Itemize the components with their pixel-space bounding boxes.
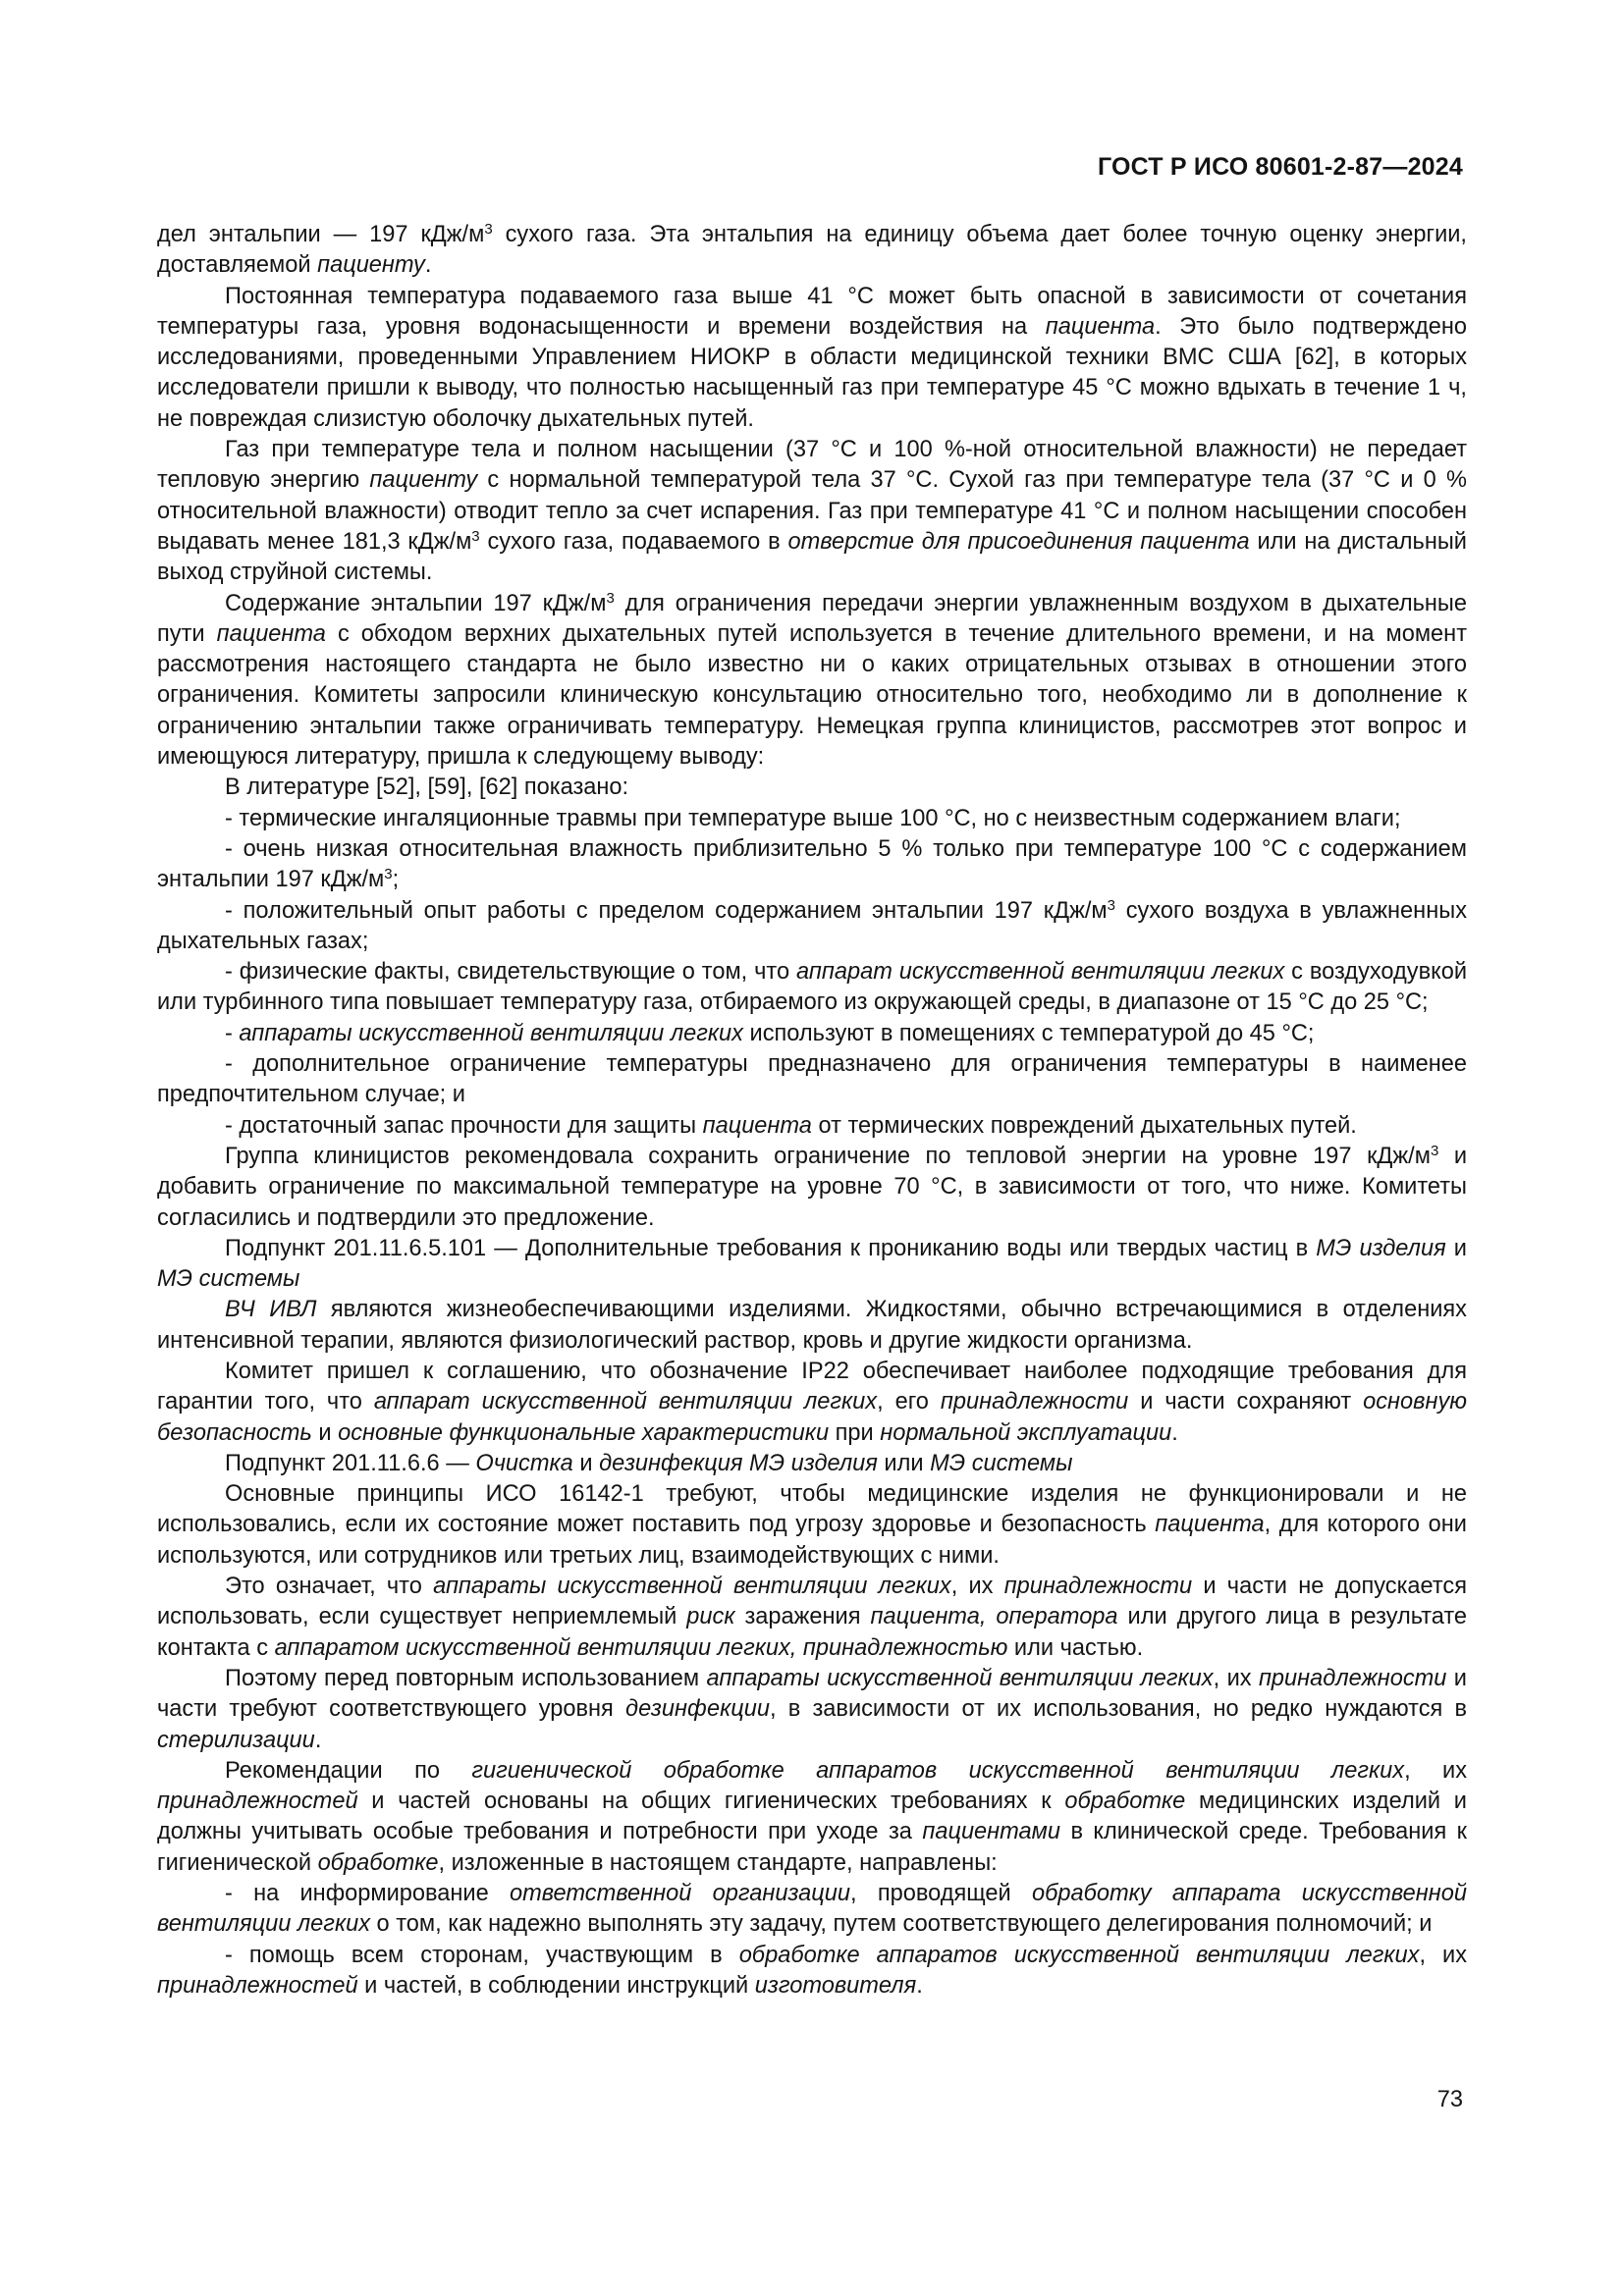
paragraph (157, 282, 1467, 435)
italic-term: пациенту (317, 252, 425, 279)
italic-term: МЭ изделия (1316, 1235, 1446, 1261)
text-run: и добавить ограничение по максимальной температуре на уровне 70 °С, в зависимости от того, что ниже. Комитеты согласились и подтвердили это предложение. (157, 1143, 1467, 1231)
italic-term: аппараты искусственной вентиляции легких (433, 1574, 951, 1600)
italic-term: ВЧ ИВЛ (225, 1297, 317, 1323)
italic-term: МЭ системы (157, 1266, 300, 1293)
text-run: . (424, 252, 432, 279)
text-run: Основные принципы ИСО 16142-1 требуют, чтобы медицинские изделия не функционировали и не использовались, если их состояние может поставить под угрозу здоровье и безопасность (157, 1481, 1467, 1538)
text-run: , в зависимости от их использования, но редко нуждаются в (769, 1696, 1468, 1723)
text-run: , проводящей (850, 1881, 1032, 1907)
italic-term: основную безопасность (157, 1389, 1468, 1446)
paragraph (157, 1049, 1467, 1111)
text-run: от термических повреждений дыхательных путей. (811, 1112, 1357, 1139)
text-run: с нормальной температурой тела 37 °С. Сухой газ при температуре тела (37 °С и 0 % относительной влажности) отводит тепло за счет испарения. Газ при температуре 41 °С и полном насыщении способен выдавать менее 181,3 кДж/м (157, 467, 1467, 555)
superscript: 3 (1430, 1142, 1439, 1159)
paragraph (157, 435, 1467, 588)
text-run: Содержание энтальпии 197 кДж/м (225, 590, 607, 616)
superscript: 3 (471, 527, 480, 545)
text-run: - помощь всем сторонам, участвующим в (225, 1942, 739, 1968)
italic-term: пациенту (369, 467, 478, 494)
text-run: и (572, 1450, 600, 1476)
text-run: - физические факты, свидетельствующие о том, что (225, 959, 796, 986)
paragraph (157, 804, 1467, 834)
text-run: или (877, 1450, 931, 1476)
italic-term: обработке аппаратов искусственной вентиляции легких (738, 1942, 1420, 1968)
text-run: Газ при температуре тела и полном насыщении (37 °С и 100 %-ной относительной влажности) не передает тепловую энергию (157, 437, 1467, 494)
text-run: Подпункт 201.11.6.5.101 — Дополнительные требования к прониканию воды или твердых частиц в (225, 1235, 1317, 1261)
paragraph (157, 1142, 1467, 1234)
italic-term: принадлежностей (157, 1972, 358, 1999)
paragraph (157, 1941, 1467, 2002)
paragraph (157, 1111, 1467, 1142)
text-run: при (829, 1419, 881, 1446)
italic-term: пациента (1045, 313, 1156, 340)
text-run: и частей основаны на общих гигиенических требованиях к (357, 1789, 1065, 1815)
text-run: сухого газа, подаваемого в (479, 528, 788, 555)
italic-term: принадлежности (1258, 1665, 1447, 1691)
text-run: , их (1419, 1942, 1467, 1968)
text-run: или частью. (1007, 1634, 1144, 1661)
superscript: 3 (606, 589, 615, 607)
italic-term: аппаратом искусственной вентиляции легких, принадлежностью (274, 1634, 1008, 1661)
text-run: , для которого они используются, или сотрудников или третьих лиц, взаимодействующих с ними. (157, 1512, 1467, 1569)
paragraph (157, 1295, 1467, 1357)
italic-term: ответственной организации (509, 1881, 851, 1907)
text-run: . (314, 1727, 322, 1753)
text-run: . (1171, 1419, 1178, 1446)
text-run: - на информирование (225, 1881, 510, 1907)
text-run: - очень низкая относительная влажность приблизительно 5 % только при температуре 100 °С с содержанием энтальпии 197 кДж/м (157, 835, 1467, 893)
paragraph (157, 1234, 1467, 1296)
paragraph (157, 589, 1467, 774)
text-run: . Это было подтверждено исследованиями, проведенными Управлением НИОКР в области медицинской техники ВМС США [62], в которых исследователи пришли к выводу, что полностью насыщенный газ при температуре 45 °С можно вдыхать в течение 1 ч, не повреждая слизистую оболочку дыхательных путей. (157, 313, 1468, 432)
text-run: - (225, 1020, 240, 1046)
italic-term: изготовителя (754, 1972, 917, 1999)
italic-term: дезинфекция МЭ изделия (599, 1450, 878, 1476)
paragraph (157, 1664, 1467, 1756)
page-number: 73 (1436, 2087, 1463, 2112)
text-run: - дополнительное ограничение температуры предназначено для ограничения температуры в наименее предпочтительном случае; и (157, 1051, 1467, 1108)
superscript: 3 (1107, 896, 1115, 914)
text-run: Группа клиницистов рекомендовала сохранить ограничение по тепловой энергии на уровне 197 кДж/м (225, 1143, 1431, 1169)
text-run: для ограничения передачи энергии увлажненным воздухом в дыхательные пути (157, 590, 1467, 647)
paragraph (157, 1019, 1467, 1049)
italic-term: принадлежностей (157, 1789, 358, 1815)
text-run: Комитет пришел к соглашению, что обозначение IP22 обеспечивает наиболее подходящие требования для гарантии того, что (157, 1358, 1467, 1415)
italic-term: нормальной эксплуатации (880, 1419, 1172, 1446)
italic-term: принадлежности (940, 1389, 1129, 1415)
italic-term: аппараты искусственной вентиляции легких (706, 1665, 1214, 1691)
text-run: ; (392, 867, 400, 893)
italic-term: аппараты искусственной вентиляции легких (239, 1020, 743, 1046)
text-run: , их (1213, 1665, 1259, 1691)
paragraph (157, 957, 1467, 1019)
text-run: - термические ингаляционные травмы при температуре выше 100 °С, но с неизвестным содержанием влаги; (225, 805, 1401, 831)
text-run: , их (950, 1574, 1004, 1600)
paragraph (157, 1879, 1467, 1941)
paragraph (157, 1449, 1467, 1479)
text-run: и части сохраняют (1128, 1389, 1364, 1415)
italic-term: пациентами (922, 1819, 1060, 1845)
text-run: Подпункт 201.11.6.6 — (225, 1450, 476, 1476)
italic-term: гигиенической обработке аппаратов искусственной вентиляции легких (471, 1757, 1405, 1784)
paragraph (157, 1572, 1467, 1664)
text-run: медицинских изделий и должны учитывать особые требования и потребности при уходе за (157, 1789, 1467, 1845)
text-run: Поэтому перед повторным использованием (225, 1665, 707, 1691)
text-run: Рекомендации по (225, 1757, 472, 1784)
text-run: или на дистальный выход струйной системы. (157, 528, 1467, 586)
paragraph (157, 834, 1467, 896)
italic-term: стерилизации (157, 1727, 315, 1753)
text-run: и части требуют соответствующего уровня (157, 1665, 1467, 1723)
superscript: 3 (484, 221, 493, 238)
text-run: в клинической среде. Требования к гигиенической (157, 1819, 1468, 1876)
text-run: с воздуходувкой или турбинного типа повышает температуру газа, отбираемого из окружающей среды, в диапазоне от 15 °С до 25 °С; (157, 959, 1467, 1016)
text-run: и частей, в соблюдении инструкций (357, 1972, 755, 1999)
text-run: - положительный опыт работы с пределом содержанием энтальпии 197 кДж/м (225, 897, 1108, 924)
text-run: - достаточный запас прочности для защиты (225, 1112, 703, 1139)
italic-term: пациента (702, 1112, 812, 1139)
italic-term: отверстие для присоединения пациента (787, 528, 1250, 555)
text-run: , его (877, 1389, 941, 1415)
italic-term: пациента (216, 620, 326, 647)
text-run: и части не допускается использовать, если существует неприемлемый (157, 1574, 1468, 1630)
italic-term: обработке (1064, 1789, 1186, 1815)
paragraph (157, 896, 1467, 958)
text-run: , изложенные в настоящем стандарте, направлены: (438, 1849, 998, 1876)
text-run: с обходом верхних дыхательных путей используется в течение длительного времени, и на момент рассмотрения настоящего стандарта не было известно ни о каких отрицательных отзывах в отношении этого ограничения. Комитеты запросили клиническую консультацию относительно того, необходимо ли в дополнение к ограничению энтальпии также ограничивать температуру. Немецкая группа клиницистов, рассмотрев этот вопрос и имеющуюся литературу, пришла к следующему выводу: (157, 620, 1468, 771)
text-run: являются жизнеобеспечивающими изделиями. Жидкостями, обычно встречающимися в отделениях интенсивной терапии, являются физиологический раствор, кровь и другие жидкости организма. (157, 1297, 1467, 1354)
italic-term: аппарат искусственной вентиляции легких (373, 1389, 878, 1415)
document-header: ГОСТ Р ИСО 80601-2-87—2024 (1097, 153, 1463, 181)
text-run: и (311, 1419, 339, 1446)
text-run: , их (1404, 1757, 1468, 1784)
italic-term: риск (686, 1604, 735, 1630)
document-body (157, 220, 1467, 2002)
text-run: заражения (734, 1604, 871, 1630)
text-run: Это означает, что (225, 1574, 434, 1600)
paragraph (157, 1479, 1467, 1572)
text-run: о том, как надежно выполнять эту задачу, путем соответствующего делегирования полномочий; и (370, 1911, 1433, 1938)
paragraph (157, 773, 1467, 803)
italic-term: основные функциональные характеристики (338, 1419, 830, 1446)
italic-term: принадлежности (1003, 1574, 1193, 1600)
text-run: В литературе [52], [59], [62] показано: (225, 774, 629, 801)
italic-term: дезинфекции (625, 1696, 770, 1723)
paragraph (157, 1756, 1467, 1879)
italic-term: пациента, оператора (870, 1604, 1118, 1630)
italic-term: МЭ системы (930, 1450, 1073, 1476)
italic-term: обработке (317, 1849, 439, 1876)
italic-term: пациента (1155, 1512, 1265, 1538)
italic-term: Очистка (475, 1450, 573, 1476)
superscript: 3 (384, 866, 393, 883)
italic-term: аппарат искусственной вентиляции легких (796, 959, 1285, 986)
text-run: Постоянная температура подаваемого газа выше 41 °С может быть опасной в зависимости от сочетания температуры газа, уровня водонасыщенности и времени воздействия на (157, 283, 1467, 340)
text-run: или другого лица в результате контакта с (157, 1604, 1468, 1661)
text-run: дел энтальпии — 197 кДж/м (157, 222, 485, 247)
text-run: сухого воздуха в увлажненных дыхательных газах; (157, 897, 1467, 954)
paragraph (157, 1357, 1467, 1449)
text-run: и (1445, 1235, 1467, 1261)
text-run: используют в помещениях с температурой до 45 °С; (742, 1020, 1315, 1046)
paragraph (157, 220, 1467, 282)
text-run: . (916, 1972, 923, 1999)
italic-term: обработку аппарата искусственной вентиляции легких (157, 1881, 1467, 1938)
text-run: сухого газа. Эта энтальпия на единицу объема дает более точную оценку энергии, доставляемой (157, 222, 1467, 279)
